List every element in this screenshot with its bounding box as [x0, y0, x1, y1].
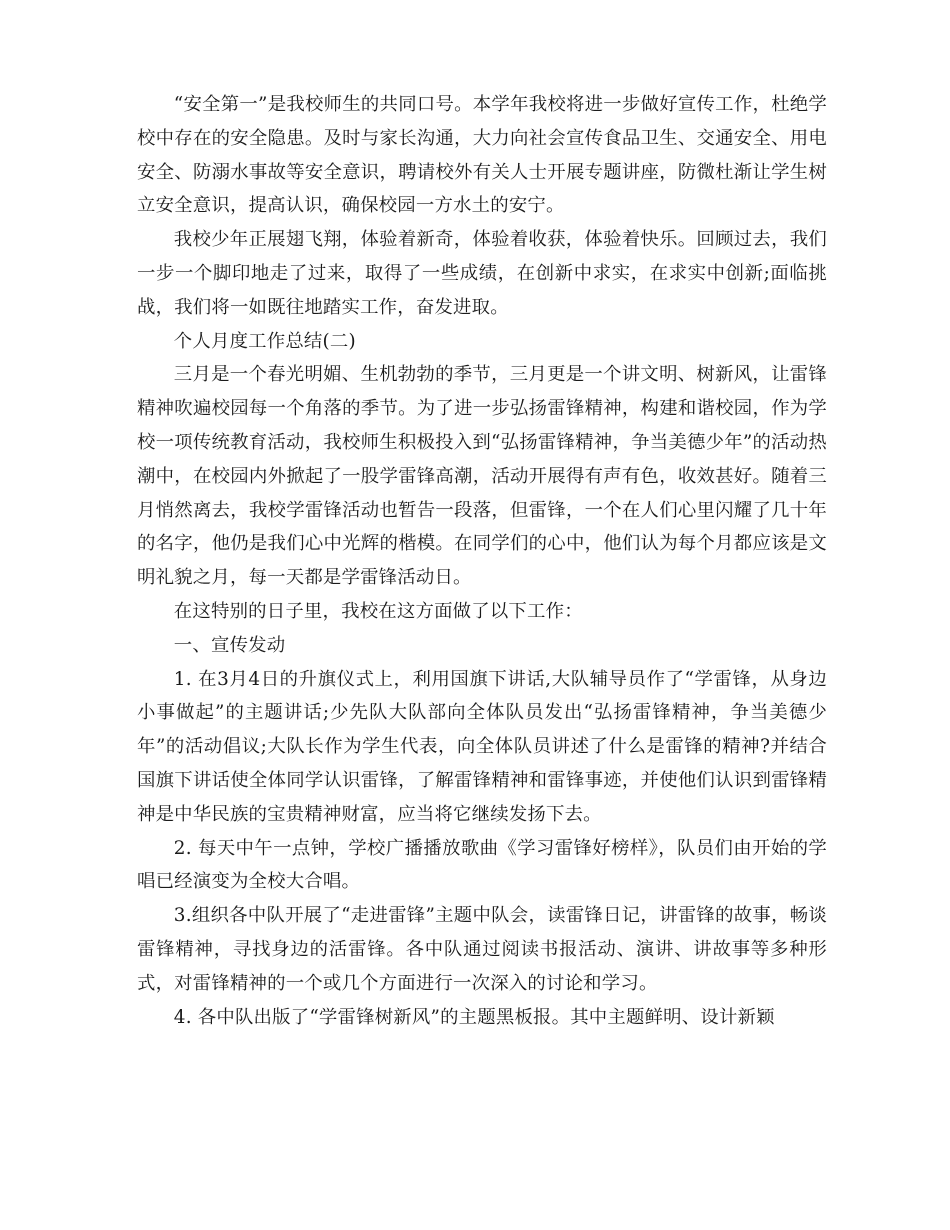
paragraph-intro-work: 在这特别的日子里，我校在这方面做了以下工作：: [173, 600, 583, 622]
document-body: [137, 88, 827, 1034]
paragraph-review: 我校少年正展翅飞翔，体验着新奇，体验着收获，体验着快乐。回顾过去，我们一步一个脚印地走了过来，取得了一些成绩，在创新中求实，在求实中创新;面临挑战，我们将一如既往地踏实工作，奋发进取。: [137, 229, 827, 318]
list-item-1: 1. 在3月4日的升旗仪式上，利用国旗下讲话,大队辅导员作了“学雷锋，从身边小事做起”的主题讲话;少先队大队部向全体队员发出“弘扬雷锋精神，争当美德少年”的活动倡议;大队长作为学生代表，向全体队员讲述了什么是雷锋的精神?并结合国旗下讲话使全体同学认识雷锋，了解雷锋精神和雷锋事迹，并使他们认识到雷锋精神是中华民族的宝贵精神财富，应当将它继续发扬下去。: [137, 668, 827, 825]
list-item-2: 2. 每天中午一点钟，学校广播播放歌曲《学习雷锋好榜样》，队员们由开始的学唱已经演变为全校大合唱。: [137, 837, 827, 893]
section-title: 个人月度工作总结(二): [173, 330, 356, 352]
subsection-heading: 一、宣传发动: [173, 634, 286, 656]
paragraph-safety: “安全第一”是我校师生的共同口号。本学年我校将进一步做好宣传工作，杜绝学校中存在的安全隐患。及时与家长沟通，大力向社会宣传食品卫生、交通安全、用电安全、防溺水事故等安全意识，聘请校外有关人士开展专题讲座，防微杜渐让学生树立安全意识，提高认识，确保校园一方水土的安宁。: [137, 94, 827, 217]
list-item-4: 4. 各中队出版了“学雷锋树新风”的主题黑板报。其中主题鲜明、设计新颖: [173, 1006, 775, 1028]
list-item-3: 3.组织各中队开展了“走进雷锋”主题中队会，读雷锋日记，讲雷锋的故事，畅谈雷锋精神，寻找身边的活雷锋。各中队通过阅读书报活动、演讲、讲故事等多种形式，对雷锋精神的一个或几个方面进行一次深入的讨论和学习。: [137, 905, 827, 994]
paragraph-march: 三月是一个春光明媚、生机勃勃的季节，三月更是一个讲文明、树新风，让雷锋精神吹遍校园每一个角落的季节。为了进一步弘扬雷锋精神，构建和谐校园，作为学校一项传统教育活动，我校师生积极投入到“弘扬雷锋精神，争当美德少年”的活动热潮中，在校园内外掀起了一股学雷锋高潮，活动开展得有声有色，收效甚好。随着三月悄然离去，我校学雷锋活动也暂告一段落，但雷锋，一个在人们心里闪耀了几十年的名字，他仍是我们心中光辉的楷模。在同学们的心中，他们认为每个月都应该是文明礼貌之月，每一天都是学雷锋活动日。: [137, 364, 827, 589]
